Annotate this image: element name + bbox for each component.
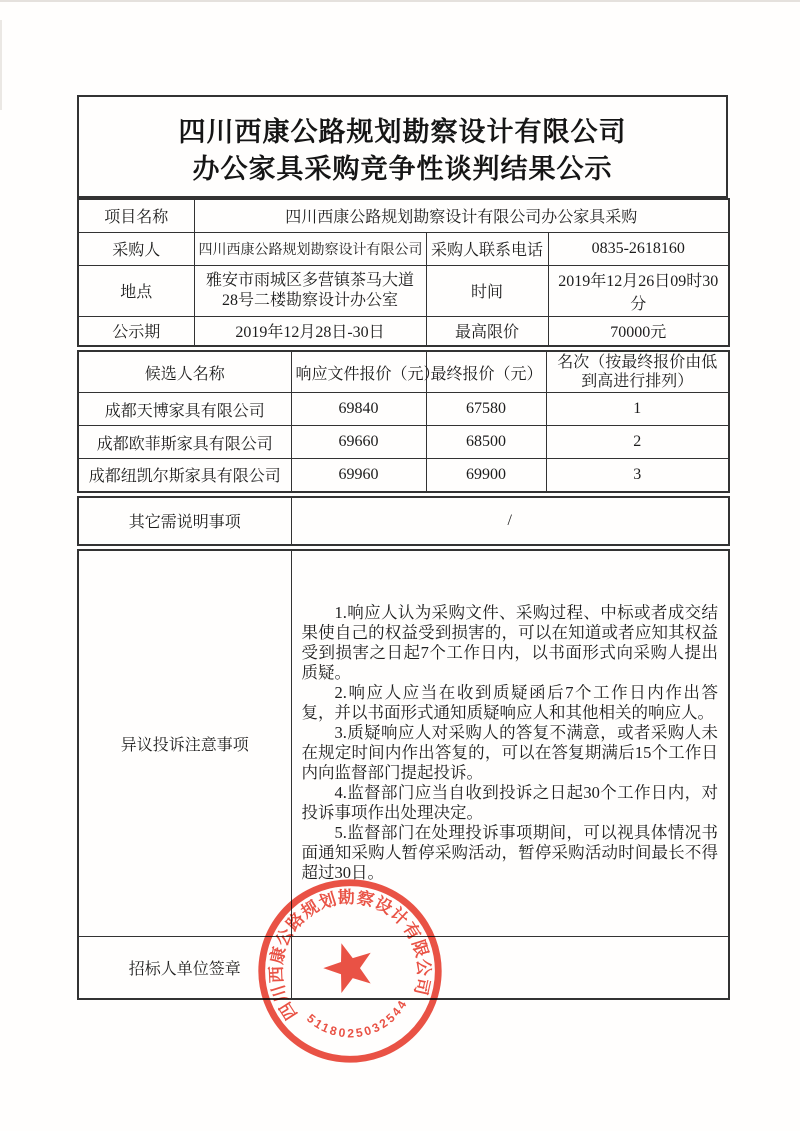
- publicity-period-value: 2019年12月28日-30日: [194, 316, 426, 346]
- row-other-notes: [78, 497, 729, 545]
- other-notes-label: 其它需说明事项: [78, 497, 291, 545]
- max-price-value: 70000元: [548, 316, 729, 346]
- row-project-name: [78, 199, 729, 232]
- title-line-1: 四川西康公路规划勘察设计有限公司: [178, 117, 627, 147]
- header-doc-price: 响应文件报价（元）: [291, 351, 426, 393]
- project-name-label: 项目名称: [78, 199, 194, 232]
- header-final-price: 最终报价（元）: [426, 351, 546, 393]
- scan-artifact-top: [0, 0, 800, 2]
- location-label: 地点: [78, 265, 194, 316]
- row-purchaser: [78, 232, 729, 265]
- seal-company-text: 四川西康公路规划勘察设计有限公司: [266, 887, 434, 1024]
- objection-label: 异议投诉注意事项: [78, 550, 291, 937]
- document-title: [77, 95, 728, 198]
- max-price-label: 最高限价: [426, 316, 548, 346]
- row-location: [78, 265, 729, 316]
- candidate-name: 成都欧菲斯家具有限公司: [78, 426, 291, 459]
- other-notes-value: /: [291, 497, 729, 545]
- candidate-name: 成都天博家具有限公司: [78, 393, 291, 426]
- candidate-rank: 1: [546, 393, 729, 426]
- row-objection-notice: [78, 550, 729, 937]
- purchaser-phone-value: 0835-2618160: [548, 232, 729, 265]
- signature-label: 招标人单位签章: [78, 937, 291, 999]
- announcement-table: [77, 95, 728, 1000]
- candidate-name: 成都纽凯尔斯家具有限公司: [78, 459, 291, 492]
- objection-paragraph-3: 3.质疑响应人对采购人的答复不满意，或者采购人未在规定时间内作出答复的，可以在答复期满后15个工作日内向监督部门提起投诉。: [301, 723, 718, 783]
- candidate-rank: 3: [546, 459, 729, 492]
- candidate-final-price: 67580: [426, 393, 546, 426]
- other-notes-table: [77, 496, 730, 546]
- candidate-final-price: 69900: [426, 459, 546, 492]
- candidate-doc-price: 69960: [291, 459, 426, 492]
- candidate-row-2: [78, 426, 729, 459]
- scan-artifact-left: [0, 20, 2, 110]
- signature-area: [291, 937, 729, 999]
- candidates-table: [77, 350, 730, 493]
- candidate-doc-price: 69840: [291, 393, 426, 426]
- title-line-2: 办公家具采购竞争性谈判结果公示: [192, 154, 613, 184]
- purchaser-label: 采购人: [78, 232, 194, 265]
- purchaser-phone-label: 采购人联系电话: [426, 232, 548, 265]
- project-info-table: [77, 198, 730, 347]
- objection-paragraph-4: 4.监督部门应当自收到投诉之日起30个工作日内，对投诉事项作出处理决定。: [301, 783, 718, 823]
- objection-paragraph-5: 5.监督部门在处理投诉事项期间，可以视具体情况书面通知采购人暂停采购活动，暂停采购活动时间最长不得超过30日。: [301, 823, 718, 883]
- candidates-header-row: [78, 351, 729, 393]
- project-name-value: 四川西康公路规划勘察设计有限公司办公家具采购: [194, 199, 729, 232]
- publicity-period-label: 公示期: [78, 316, 194, 346]
- seal-number-text: 5118025032544: [304, 996, 411, 1041]
- location-value: 雅安市雨城区多营镇茶马大道28号二楼勘察设计办公室: [194, 265, 426, 316]
- row-signature: [78, 937, 729, 999]
- objection-paragraph-1: 1.响应人认为采购文件、采购过程、中标或者成交结果使自己的权益受到损害的，可以在知道或者应知其权益受到损害之日起7个工作日内，以书面形式向采购人提出质疑。: [301, 603, 718, 683]
- time-label: 时间: [426, 265, 548, 316]
- row-publicity-period: [78, 316, 729, 346]
- objection-paragraph-2: 2.响应人应当在收到质疑函后7个工作日内作出答复，并以书面形式通知质疑响应人和其他相关的响应人。: [301, 683, 718, 723]
- candidate-row-1: [78, 393, 729, 426]
- candidate-final-price: 68500: [426, 426, 546, 459]
- candidate-row-3: [78, 459, 729, 492]
- objection-signature-table: [77, 549, 730, 1000]
- objection-content: [291, 550, 729, 937]
- header-rank: 名次（按最终报价由低到高进行排列）: [546, 351, 729, 393]
- header-candidate-name: 候选人名称: [78, 351, 291, 393]
- time-value: 2019年12月26日09时30分: [548, 265, 729, 316]
- candidate-rank: 2: [546, 426, 729, 459]
- purchaser-value: 四川西康公路规划勘察设计有限公司: [194, 232, 426, 265]
- candidate-doc-price: 69660: [291, 426, 426, 459]
